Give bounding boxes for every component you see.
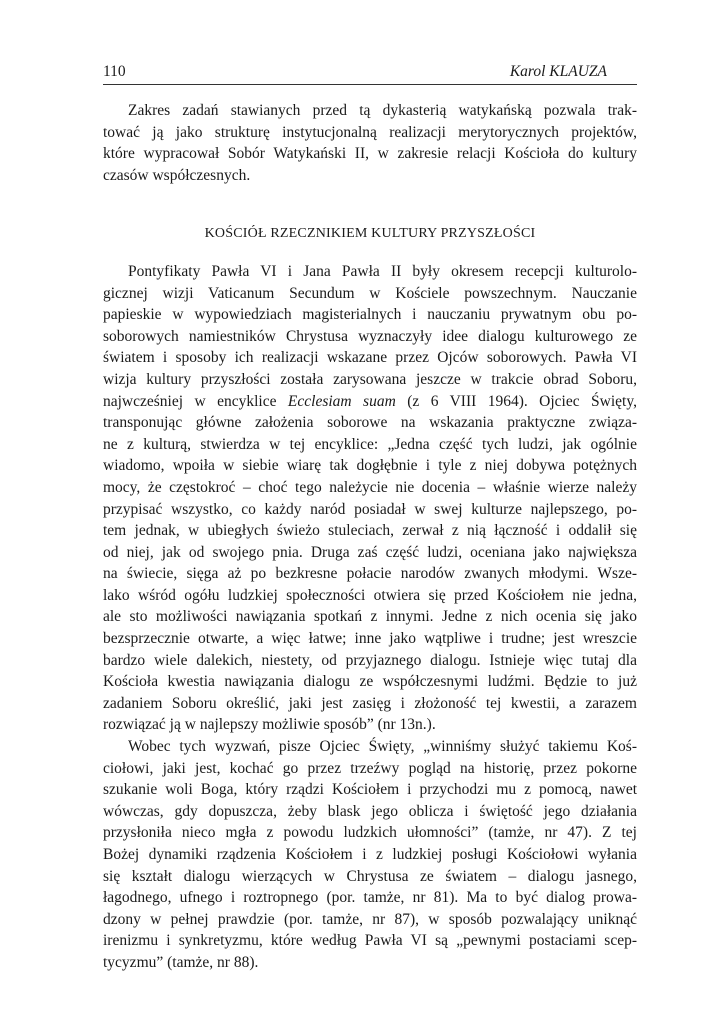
page-number: 110 (103, 63, 126, 80)
text-line: tem jednak, w ubiegłych świeżo stuleciach, zerwał z nią łączność i oddalił się (103, 522, 637, 540)
paragraph-1 (103, 261, 637, 736)
text-segment: najwcześniej w encyklice (103, 392, 288, 410)
text-line: tycyzmu” (tamże, nr 88). (103, 953, 259, 971)
text-line: bardzo wiele dalekich, niestety, od przyjaznego dialogu. Istnieje więc tutaj dla (103, 651, 637, 669)
text-line: bezsprzecznie otwarte, a więc łatwe; inne jako wątpliwe i trudne; jest wreszcie (103, 630, 637, 648)
text-line: tować ją jako strukturę instytucjonalną realizacji merytorycznych projektów, (103, 123, 637, 141)
text-line: papieskie w wypowiedziach magisterialnych i nauczaniu prywatnym obu po- (103, 306, 637, 324)
text-line: czasów współczesnych. (103, 166, 251, 184)
running-author: Karol KLAUZA (509, 63, 607, 80)
text-line: Zakres zadań stawianych przed tą dykasterią watykańską pozwala trak- (128, 102, 637, 119)
text-line: Wobec tych wyzwań, pisze Ojciec Święty, „winniśmy służyć takiemu Koś- (128, 738, 637, 756)
text-line: transponując główne założenia soborowe na wskazania praktyczne związa- (103, 414, 637, 432)
text-line: światem i sposoby ich realizacji wskazane przez Ojców soborowych. Pawła VI (103, 349, 637, 367)
text-line-encyclical (103, 391, 637, 413)
text-line: na świecie, sięga aż po bezkresne połacie narodów zwanych młodymi. Wsze- (103, 565, 637, 583)
text-line: mocy, że częstokroć – choć tego należycie nie docenia – właśnie wierze należy (103, 478, 637, 496)
paragraph-2 (103, 736, 637, 974)
text-line: ne z kulturą, stwierdza w tej encyklice: „Jedna część tych ludzi, jak ogólnie (103, 435, 637, 453)
text-line: ale sto możliwości nawiązania spotkań z innymi. Jedne z nich ocenia się jako (103, 608, 637, 626)
intro-paragraph (103, 100, 637, 186)
text-line: które wypracował Sobór Watykański II, w zakresie relacji Kościoła do kultury (103, 145, 637, 163)
text-line: soborowych namiestników Chrystusa wyznaczyły idee dialogu kulturowego ze (103, 327, 637, 345)
text-line: wizja kultury przyszłości została zarysowana jeszcze w trakcie obrad Soboru, (103, 370, 637, 388)
text-line: wiadomo, wpoiła w siebie wiarę tak dogłębnie i tyle z niej dobywa potężnych (103, 457, 637, 475)
text-line: irenizmu i synkretyzmu, które według Pawła VI są „pewnymi postaciami scep- (103, 932, 637, 950)
encyclical-title: Ecclesiam suam (287, 392, 396, 410)
text-line: lako wśród ogółu ludzkiej społeczności otwiera się przed Kościołem nie jedna, (103, 586, 637, 604)
text-line: ciołowi, jaki jest, kochać go przez trzeźwy pogląd na historię, przez pokorne (103, 759, 637, 777)
page-body (103, 100, 637, 974)
text-segment: (z 6 VIII 1964). Ojciec Święty, (395, 392, 637, 410)
text-line: Kościoła kwestia nawiązania dialogu ze współczesnymi ludźmi. Będzie to już (103, 673, 637, 691)
section-heading: KOŚCIÓŁ RZECZNIKIEM KULTURY PRZYSZŁOŚCI (204, 226, 536, 242)
text-line: wówczas, gdy dopuszcza, żeby blask jego oblicza i świętość jego działania (103, 802, 637, 820)
text-line: szukanie woli Boga, który rządzi Kościołem i przychodzi mu z pomocą, nawet (103, 781, 637, 799)
text-line: gicznej wizji Vaticanum Secundum w Kościele powszechnym. Nauczanie (103, 284, 637, 302)
text-line: dzony w pełnej prawdzie (por. tamże, nr 87), w sposób pozwalający uniknąć (103, 910, 637, 928)
text-line: się kształt dialogu wierzących w Chrystusa ze światem – dialogu jasnego, (103, 867, 637, 885)
text-line: zadaniem Soboru określić, jaki jest zasięg i złożoność tej kwestii, a zarazem (103, 694, 637, 712)
text-line: Pontyfikaty Pawła VI i Jana Pawła II były okresem recepcji kulturolo- (128, 262, 637, 280)
text-line: łagodnego, ufnego i roztropnego (por. tamże, nr 81). Ma to być dialog prowa- (103, 889, 637, 907)
running-header (103, 62, 637, 85)
text-line: rozwiązać ją w najlepszy możliwie sposób” (nr 13n.). (103, 716, 436, 734)
text-line: przypisać wszystko, co każdy naród posiadał w swej kulturze najlepszego, po- (103, 500, 637, 518)
text-line: przysłoniła nieco mgła z powodu ludzkich ułomności” (tamże, nr 47). Z tej (103, 824, 637, 842)
text-line: od niej, jak od swojego pnia. Druga zaś część ludzi, oceniana jako największa (103, 543, 637, 561)
text-line: Bożej dynamiki rządzenia Kościołem i z ludzkiej posługi Kościołowi wyłania (103, 846, 637, 863)
